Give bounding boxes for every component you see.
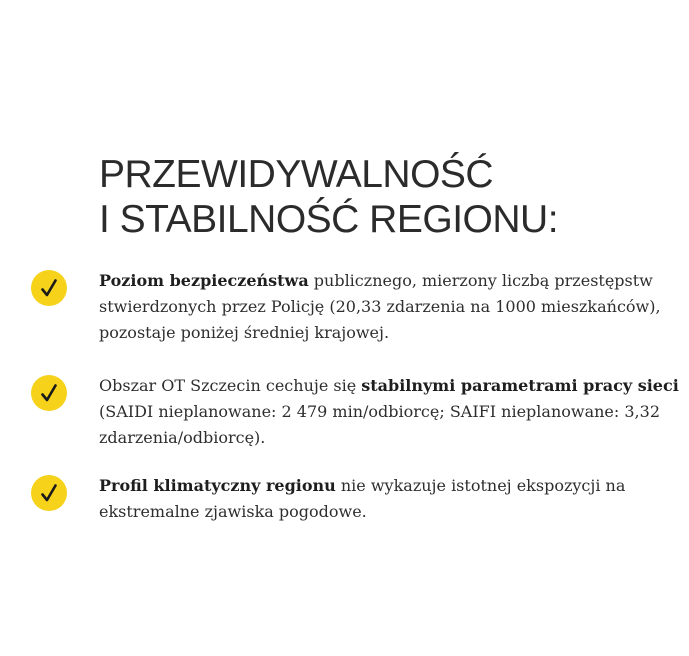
bullet-text: [99, 473, 679, 525]
bullet-bold: stabilnymi parametrami pracy sieci: [361, 376, 679, 395]
bullet-bold: Profil klimatyczny regionu: [99, 476, 336, 495]
bullet-intro: Obszar OT Szczecin cechuje się: [99, 376, 362, 395]
title-line-2: I STABILNOŚĆ REGIONU:: [99, 198, 559, 241]
check-icon: [31, 475, 67, 511]
bullet-body: nie wykazuje istotnej ekspozycji na ekstremalne zjawiska pogodowe.: [99, 476, 626, 521]
bullet-text: [99, 268, 679, 346]
bullet-body: (SAIDI nieplanowane: 2 479 min/odbiorcę; SAIFI nieplanowane: 3,32 zdarzenia/odbiorcę).: [99, 402, 660, 447]
bullet-body: publicznego, mierzony liczbą przestępstw stwierdzonych przez Policję (20,33 zdarzenia na 1000 mieszkańców), pozostaje poniżej średniej krajowej.: [99, 271, 661, 342]
page-title: [99, 152, 558, 242]
check-icon: [31, 375, 67, 411]
bullet-text: [99, 373, 679, 451]
bullet-bold: Poziom bezpieczeństwa: [99, 271, 309, 290]
title-line-1: PRZEWIDYWALNOŚĆ: [99, 153, 494, 196]
check-icon: [31, 270, 67, 306]
